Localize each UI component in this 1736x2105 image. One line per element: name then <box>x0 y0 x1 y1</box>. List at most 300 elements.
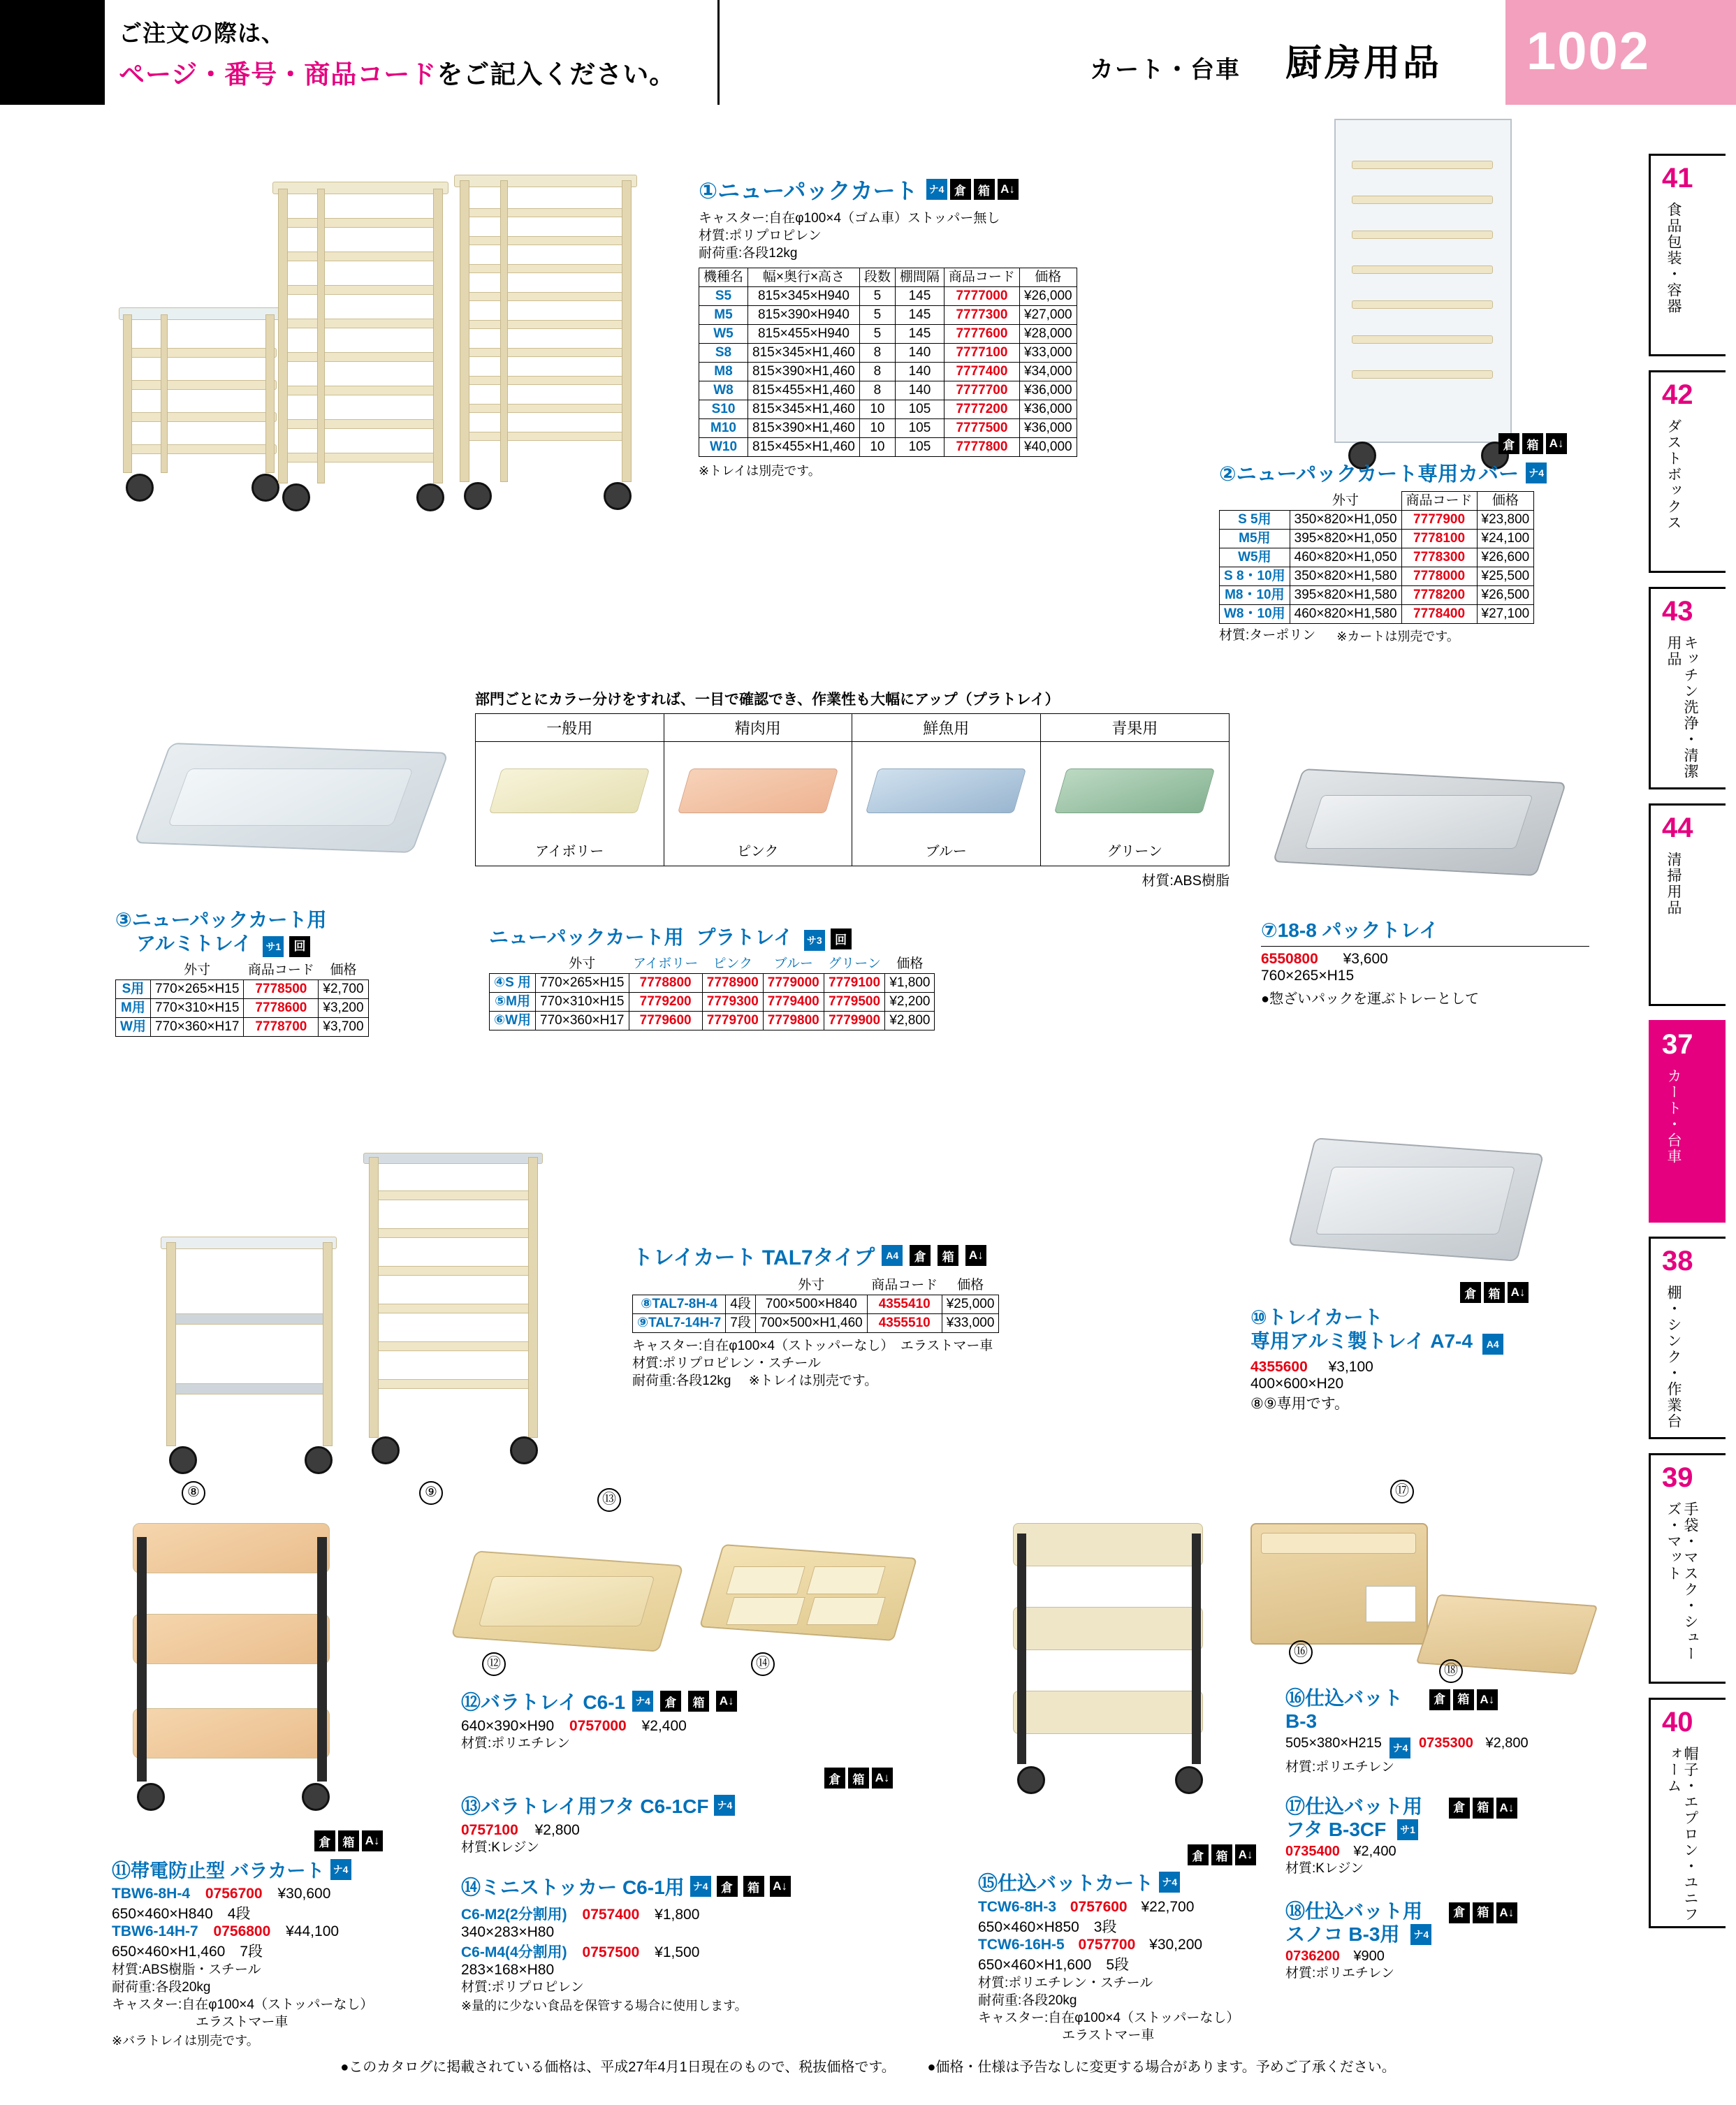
warehouse-icon: 倉 <box>910 1245 931 1266</box>
item7-code: 6550800 <box>1261 951 1318 967</box>
warehouse-icon: 倉 <box>824 1768 845 1789</box>
item89-spec1: キャスター:自在φ100×4（ストッパーなし） エラストマー車 <box>632 1339 993 1353</box>
item16-badges <box>1429 1689 1498 1710</box>
item10-price: ¥3,100 <box>1328 1359 1373 1375</box>
tray-color-panel <box>475 688 1230 889</box>
item14-material: 材質:ポリプロピレン <box>461 1980 584 1995</box>
item15-spec3: キャスター:自在φ100×4（ストッパーなし） <box>978 2011 1240 2025</box>
item15-illustration <box>999 1523 1250 1851</box>
item3-title-line2: アルミトレイ <box>136 933 252 954</box>
table-row: W5 815×455×H940 5 145 7777600 ¥28,000 <box>699 325 1077 344</box>
a4-icon: A4 <box>882 1245 903 1266</box>
sidebar-item-37-selected[interactable] <box>1649 1020 1726 1223</box>
item7-title <box>1261 915 1624 943</box>
item11-price-1: ¥30,600 <box>277 1886 331 1902</box>
tab-label: ダストボックス <box>1665 418 1682 531</box>
box-icon: 箱 <box>1211 1844 1232 1865</box>
item13-code: 0757100 <box>461 1822 518 1838</box>
item11-code-1: 0756700 <box>205 1886 263 1902</box>
th-size: 幅×奥行×高さ <box>748 268 860 287</box>
item12-code: 0757000 <box>569 1718 627 1734</box>
item12-block <box>461 1687 908 1752</box>
item3-number: ③ <box>115 909 132 931</box>
table-row: S 8・10用 350×820×H1,580 7778000 ¥25,500 <box>1220 567 1534 586</box>
tray-swatch-pink <box>677 769 838 813</box>
sidebar-item-44[interactable] <box>1649 803 1726 1006</box>
box-icon: 箱 <box>1473 1902 1494 1923</box>
tab-number: 37 <box>1662 1029 1693 1060</box>
item14-code-1: 0757400 <box>582 1907 640 1923</box>
item15-badges <box>1188 1844 1256 1865</box>
box-icon: 箱 <box>1484 1282 1505 1303</box>
table-header-row: 外寸 商品コード 価格 <box>1220 492 1534 511</box>
footer-right: ●価格・仕様は予告なしに変更する場合があります。予めご了承ください。 <box>927 2060 1396 2075</box>
sa1-icon: サ1 <box>263 936 284 957</box>
a-down-icon: A↓ <box>362 1830 383 1851</box>
na4-icon: ナ4 <box>926 179 947 200</box>
item11-price-2: ¥44,100 <box>286 1923 340 1939</box>
column-header-fish: 鮮魚用 <box>852 714 1040 742</box>
table-row: W8・10用 460×820×H1,580 7778400 ¥27,100 <box>1220 605 1534 624</box>
item3-title <box>115 908 479 957</box>
item1-illustration <box>105 161 706 552</box>
box-icon: 箱 <box>743 1876 764 1897</box>
warehouse-icon: 倉 <box>1460 1282 1481 1303</box>
item14-name-1: C6-M2(2分割用) <box>461 1907 567 1923</box>
tab-label: 棚・シンク・作業台 <box>1665 1285 1682 1429</box>
item17-block <box>1285 1796 1635 1877</box>
item17-figure-label: ⑰ <box>1390 1480 1414 1503</box>
table-row: W用 770×360×H17 7778700 ¥3,700 <box>116 1018 369 1037</box>
warehouse-icon: 倉 <box>1498 433 1519 454</box>
item16-title <box>1285 1687 1635 1733</box>
item11-footnote: ※バラトレイは別売です。 <box>112 2034 259 2048</box>
item10-block <box>1250 1282 1628 1413</box>
item11-spec4: エラストマー車 <box>196 2015 289 2030</box>
item13-title-text: バラトレイ用フタ C6-1CF <box>481 1796 709 1817</box>
order-note-line2 <box>119 53 676 91</box>
item15-model-1: TCW6-8H-3 <box>978 1899 1057 1915</box>
item18-title-line2: スノコ B-3用 <box>1285 1923 1400 1945</box>
item3-title-line1: ニューパックカート用 <box>131 909 327 931</box>
item18-block <box>1285 1900 1635 1982</box>
item16-size: 505×380×H215 <box>1285 1735 1382 1751</box>
item14-code-2: 0757500 <box>582 1944 640 1960</box>
warehouse-icon: 倉 <box>1449 1902 1470 1923</box>
item12-title-text: バラトレイ C6-1 <box>481 1691 626 1713</box>
item18-badges <box>1449 1902 1517 1923</box>
item14-size-1: 340×283×H80 <box>461 1924 555 1940</box>
item18-code: 0736200 <box>1285 1948 1340 1964</box>
item2-title-text: ニューパックカート専用カバー <box>1236 463 1519 486</box>
box-icon: 箱 <box>688 1691 709 1712</box>
box-icon: 箱 <box>974 179 995 200</box>
tab-number: 38 <box>1662 1246 1693 1276</box>
item11-number: ⑪ <box>112 1860 131 1881</box>
item11-size-2: 650×460×H1,460 7段 <box>112 1944 263 1960</box>
item13-figure-label: ⑬ <box>597 1488 621 1512</box>
a-down-icon: A↓ <box>770 1876 791 1897</box>
table-row: ⑨TAL7-14H-7 7段 700×500×H1,460 4355510 ¥33,000 <box>633 1314 999 1333</box>
item2-badges <box>1498 433 1567 454</box>
page-footer <box>0 2055 1736 2076</box>
warehouse-icon: 倉 <box>950 179 971 200</box>
sidebar-item-41[interactable] <box>1649 154 1726 356</box>
item14-size-2: 283×168×H80 <box>461 1962 555 1978</box>
table-row: S用 770×265×H15 7778500 ¥2,700 <box>116 980 369 999</box>
na4-icon: ナ4 <box>1526 462 1547 483</box>
item1-table <box>699 268 1077 457</box>
item15-spec1: 材質:ポリエチレン・スチール <box>978 1976 1153 1990</box>
item11-block <box>112 1830 503 2049</box>
table-row: M5 815×390×H940 5 145 7777300 ¥27,000 <box>699 306 1077 325</box>
item2-number: ② <box>1219 463 1237 486</box>
table-row: ⑤M用 770×310×H15 7779200 7779300 7779400 7779500 ¥2,200 <box>490 993 935 1012</box>
item15-number: ⑮ <box>978 1872 998 1894</box>
na4-icon: ナ4 <box>690 1876 711 1897</box>
item12-price: ¥2,400 <box>641 1718 687 1734</box>
na4-icon: ナ4 <box>632 1691 653 1712</box>
item13-price: ¥2,800 <box>534 1822 580 1838</box>
box-icon: 箱 <box>338 1830 359 1851</box>
sa1-icon: サ1 <box>1397 1819 1418 1840</box>
header-category: カート・台車 <box>1090 57 1241 83</box>
tab-label: 食品包装・容器 <box>1665 202 1682 314</box>
item1-title-text: ニューパックカート <box>717 178 918 203</box>
item10-note: ⑧⑨専用です。 <box>1250 1396 1349 1412</box>
item7-number: ⑦ <box>1261 919 1278 941</box>
table-row: M5用 395×820×H1,050 7778100 ¥24,100 <box>1220 530 1534 548</box>
item10-title-line2: 専用アルミ製トレイ A7-4 <box>1250 1330 1473 1352</box>
table-row: ⑧TAL7-8H-4 4段 700×500×H840 4355410 ¥25,000 <box>633 1295 999 1314</box>
item12-figure-label: ⑫ <box>482 1652 506 1676</box>
table-row: M8・10用 395×820×H1,580 7778200 ¥26,500 <box>1220 586 1534 605</box>
item15-title-text: 仕込バットカート <box>998 1872 1154 1894</box>
item1-title <box>699 173 918 205</box>
item17-code: 0735400 <box>1285 1843 1340 1859</box>
tray-swatch-ivory <box>489 769 650 813</box>
color-panel-heading: 部門ごとにカラー分けをすれば、一目で確認でき、作業性も大幅にアップ（プラトレイ） <box>475 692 1060 708</box>
column-header-produce: 青果用 <box>1041 714 1230 742</box>
table-row: S5 815×345×H940 5 145 7777000 ¥26,000 <box>699 287 1077 306</box>
item11-title-text: 帯電防止型 バラカート <box>131 1860 325 1881</box>
tab-label: 手袋・マスク・シューズ・マット <box>1665 1501 1698 1662</box>
item89-spec3-row <box>632 1372 1149 1390</box>
color-label-ivory: アイボリー <box>535 844 604 859</box>
sidebar-item-43[interactable] <box>1649 587 1726 789</box>
item15-price-1: ¥22,700 <box>1141 1899 1195 1915</box>
item18-title-line1: 仕込バット用 <box>1305 1900 1423 1922</box>
table-header-row: 外寸 アイボリー ピンク ブルー グリーン 価格 <box>490 955 935 974</box>
item14-price-2: ¥1,500 <box>655 1944 700 1960</box>
a-down-icon: A↓ <box>1496 1902 1517 1923</box>
a-down-icon: A↓ <box>1546 433 1567 454</box>
item9-figure-label: ⑨ <box>419 1481 443 1505</box>
recycle-icon: 回 <box>289 936 310 957</box>
column-header-meat: 精肉用 <box>664 714 852 742</box>
item89-block <box>632 1240 1149 1390</box>
item1-number: ① <box>699 178 718 203</box>
item10-title-line1: トレイカート <box>1267 1306 1383 1328</box>
table-row: W8 815×455×H1,460 8 140 7777700 ¥36,000 <box>699 381 1077 400</box>
na4-icon: ナ4 <box>330 1859 351 1880</box>
item3-block <box>115 908 479 1037</box>
item15-title <box>978 1868 1153 1896</box>
tray-swatch-green <box>1053 769 1214 813</box>
item14-title <box>461 1872 685 1900</box>
table-row: M用 770×310×H15 7778600 ¥3,200 <box>116 999 369 1018</box>
column-header-general: 一般用 <box>476 714 664 742</box>
a4-icon: A4 <box>1482 1334 1503 1355</box>
tray-swatch-blue <box>866 769 1026 813</box>
item7-block <box>1261 915 1624 1007</box>
box-icon: 箱 <box>1453 1689 1474 1710</box>
item89-footnote: ※トレイは別売です。 <box>748 1374 878 1388</box>
item10-illustration <box>1271 1118 1572 1279</box>
item16-title-line1: 仕込バット <box>1305 1687 1403 1709</box>
item11-model-2: TBW6-14H-7 <box>112 1923 198 1939</box>
item10-badges <box>1460 1282 1529 1303</box>
item10-size: 400×600×H20 <box>1250 1376 1344 1392</box>
item7-size: 760×265×H15 <box>1261 968 1355 984</box>
warehouse-icon: 倉 <box>1188 1844 1209 1865</box>
tab-number: 42 <box>1662 379 1693 410</box>
table-row: W5用 460×820×H1,050 7778300 ¥26,600 <box>1220 548 1534 567</box>
item16-code: 0735300 <box>1419 1735 1473 1751</box>
table-header-row: 外寸 商品コード 価格 <box>633 1276 999 1295</box>
color-panel-material: 材質:ABS樹脂 <box>1141 873 1230 889</box>
item17-badges <box>1449 1798 1517 1819</box>
item14-illustration <box>699 1530 929 1663</box>
tab-number: 44 <box>1662 813 1693 843</box>
item14-name-2: C6-M4(4分割用) <box>461 1944 567 1960</box>
item11-badges <box>314 1830 383 1851</box>
tab-label: キッチン洗浄・清潔用品 <box>1665 635 1698 780</box>
item3-table <box>115 961 369 1037</box>
box-icon: 箱 <box>938 1245 958 1266</box>
item14-figure-label: ⑭ <box>751 1652 775 1676</box>
item18-title <box>1285 1900 1635 1946</box>
table-row: S 5用 350×820×H1,050 7777900 ¥23,800 <box>1220 511 1534 530</box>
item15-size-1: 650×460×H850 3段 <box>978 1919 1117 1935</box>
order-note-emphasis: ページ・番号・商品コード <box>119 60 437 89</box>
item1-footnote: ※トレイは別売です。 <box>699 464 821 478</box>
tab-number: 39 <box>1662 1462 1693 1493</box>
a-down-icon: A↓ <box>716 1691 737 1712</box>
sidebar-item-38[interactable] <box>1649 1237 1726 1439</box>
th-tiers: 段数 <box>859 268 895 287</box>
item8-figure-label: ⑧ <box>182 1481 205 1505</box>
item7-note: ●惣ざいパックを運ぶトレーとして <box>1261 991 1480 1007</box>
th-model: 機種名 <box>699 268 748 287</box>
item89-illustration <box>140 1139 629 1502</box>
item15-price-2: ¥30,200 <box>1149 1937 1203 1953</box>
color-label-green: グリーン <box>1107 844 1163 859</box>
a-down-icon: A↓ <box>1477 1689 1498 1710</box>
item11-model-1: TBW6-8H-4 <box>112 1886 191 1902</box>
sidebar-item-39[interactable] <box>1649 1453 1726 1684</box>
item10-number: ⑩ <box>1250 1306 1267 1328</box>
item17-number: ⑰ <box>1285 1796 1306 1817</box>
item15-spec2: 耐荷重:各段20kg <box>978 1993 1077 2008</box>
item16-number: ⑯ <box>1285 1687 1306 1709</box>
item14-number: ⑭ <box>461 1877 481 1898</box>
tab-label: 帽子・エプロン・ユニフォーム <box>1665 1746 1698 1923</box>
table-row: W10 815×455×H1,460 10 105 7777800 ¥40,000 <box>699 438 1077 457</box>
item2-title <box>1219 458 1519 487</box>
item15-model-2: TCW6-16H-5 <box>978 1937 1065 1953</box>
item11-spec3: キャスター:自在φ100×4（ストッパーなし） <box>112 1997 374 2012</box>
table-row: ④S 用 770×265×H15 7778800 7778900 7779000 7779100 ¥1,800 <box>490 974 935 993</box>
table-header-row: 外寸 商品コード 価格 <box>116 961 369 980</box>
a-down-icon: A↓ <box>965 1245 986 1266</box>
na4-icon: ナ4 <box>1389 1738 1410 1758</box>
item7-illustration <box>1264 755 1579 894</box>
tab-label: カート・台車 <box>1665 1068 1682 1165</box>
item89-title: トレイカート TAL7タイプ <box>632 1246 875 1269</box>
item13-block <box>461 1768 922 1856</box>
item18-figure-label: ⑱ <box>1439 1659 1463 1683</box>
item17-price: ¥2,400 <box>1353 1843 1396 1859</box>
item1-spec2: 材質:ポリプロピレン <box>699 228 822 243</box>
header-black-bar <box>0 0 105 105</box>
item16-figure-label: ⑯ <box>1289 1640 1313 1664</box>
a-down-icon: A↓ <box>998 179 1019 200</box>
box-icon: 箱 <box>848 1768 869 1789</box>
na4-icon: ナ4 <box>1410 1924 1431 1945</box>
item16-block <box>1285 1687 1635 1776</box>
item12-material: 材質:ポリエチレン <box>461 1736 571 1751</box>
item1-block <box>699 173 1202 479</box>
index-rail <box>1628 140 1736 2012</box>
item16-material: 材質:ポリエチレン <box>1285 1759 1395 1775</box>
item13-number: ⑬ <box>461 1796 481 1817</box>
item15-spec4: エラストマー車 <box>1062 2028 1155 2043</box>
footer-left: ●このカタログに掲載されている価格は、平成27年4月1日現在のもので、税抜価格です。 <box>340 2060 896 2075</box>
item15-code-1: 0757600 <box>1070 1899 1128 1915</box>
na4-icon: ナ4 <box>714 1795 735 1816</box>
item11-size-1: 650×460×H840 4段 <box>112 1906 251 1922</box>
na4-icon: ナ4 <box>1159 1872 1180 1893</box>
item11-spec1: 材質:ABS樹脂・スチール <box>112 1962 261 1977</box>
item2-block <box>1219 433 1624 645</box>
item2-material: 材質:ターポリン <box>1219 628 1316 643</box>
item89-spec3: 耐荷重:各段12kg <box>632 1374 731 1388</box>
item10-title <box>1250 1306 1628 1355</box>
item12-number: ⑫ <box>461 1691 481 1713</box>
item14-price-1: ¥1,800 <box>655 1907 700 1923</box>
tab-number: 40 <box>1662 1707 1693 1738</box>
item16-price: ¥2,800 <box>1485 1735 1529 1751</box>
item456-title-line1: ニューパックカート用 <box>489 926 684 948</box>
page-header <box>0 0 1736 105</box>
item1-spec1: キャスター:自在φ100×4（ゴム車）ストッパー無し <box>699 211 1000 226</box>
table-row: ⑥W用 770×360×H17 7779600 7779700 7779800 7779900 ¥2,800 <box>490 1012 935 1030</box>
item12-title <box>461 1687 625 1715</box>
th-price: 価格 <box>1019 268 1077 287</box>
item89-table <box>632 1276 999 1333</box>
item89-spec2: 材質:ポリプロピレン・スチール <box>632 1356 822 1371</box>
item10-code: 4355600 <box>1250 1359 1308 1375</box>
table-row: M10 815×390×H1,460 10 105 7777500 ¥36,000 <box>699 419 1077 438</box>
item11-title <box>112 1856 325 1883</box>
table-header-row <box>699 268 1077 287</box>
item7-title-text: 18-8 パックトレイ <box>1277 919 1439 941</box>
header-genre: 厨房用品 <box>1285 43 1443 84</box>
item3-illustration <box>122 734 458 873</box>
recycle-icon: 回 <box>831 928 852 949</box>
a-down-icon: A↓ <box>1508 1282 1529 1303</box>
item14-block <box>461 1872 936 2014</box>
page-number: 1002 <box>1526 22 1651 81</box>
item456-title <box>489 922 1202 951</box>
item456-title-line2: プラトレイ <box>696 926 793 948</box>
item12-size: 640×390×H90 <box>461 1718 555 1734</box>
sa3-icon: サ3 <box>804 930 825 951</box>
item11-spec2: 耐荷重:各段20kg <box>112 1980 211 1995</box>
th-code: 商品コード <box>944 268 1019 287</box>
a-down-icon: A↓ <box>872 1768 893 1789</box>
item16-title-line2: B-3 <box>1285 1710 1318 1732</box>
item13-title <box>461 1791 708 1819</box>
color-label-blue: ブルー <box>925 844 967 859</box>
item18-material: 材質:ポリエチレン <box>1285 1965 1395 1981</box>
item17-title-line2: フタ B-3CF <box>1285 1818 1387 1840</box>
table-row: S8 815×345×H1,460 8 140 7777100 ¥33,000 <box>699 344 1077 363</box>
item11-illustration <box>119 1523 370 1851</box>
sidebar-item-40[interactable] <box>1649 1698 1726 1928</box>
tab-number: 41 <box>1662 163 1693 194</box>
item1-spec3: 耐荷重:各段12kg <box>699 246 798 261</box>
item456-table <box>489 955 935 1030</box>
order-note-line1: ご注文の際は、 <box>119 20 285 46</box>
tab-label: 清掃用品 <box>1665 852 1682 916</box>
item18-number: ⑱ <box>1285 1900 1306 1922</box>
th-pitch: 棚間隔 <box>895 268 944 287</box>
warehouse-icon: 倉 <box>314 1830 335 1851</box>
item15-code-2: 0757700 <box>1078 1937 1136 1953</box>
item12-illustration <box>447 1537 699 1670</box>
table-row: M8 815×390×H1,460 8 140 7777400 ¥34,000 <box>699 363 1077 381</box>
box-icon: 箱 <box>1473 1798 1494 1819</box>
warehouse-icon: 倉 <box>660 1691 681 1712</box>
item1-badges <box>926 179 1019 200</box>
item18-price: ¥900 <box>1353 1948 1385 1964</box>
item13-badges <box>824 1768 893 1789</box>
item15-size-2: 650×460×H1,600 5段 <box>978 1957 1129 1973</box>
box-icon: 箱 <box>1522 433 1543 454</box>
item11-code-2: 0756800 <box>213 1923 271 1939</box>
item14-title-text: ミニストッカー C6-1用 <box>481 1877 685 1898</box>
item17-material: 材質:Kレジン <box>1285 1860 1364 1876</box>
sidebar-item-42[interactable] <box>1649 370 1726 573</box>
item2-footnote: ※カートは別売です。 <box>1336 629 1459 643</box>
order-note-rest: をご記入ください。 <box>437 60 676 89</box>
warehouse-icon: 倉 <box>1429 1689 1450 1710</box>
warehouse-icon: 倉 <box>1449 1798 1470 1819</box>
table-row: S10 815×345×H1,460 10 105 7777200 ¥36,000 <box>699 400 1077 419</box>
warehouse-icon: 倉 <box>717 1876 738 1897</box>
color-label-pink: ピンク <box>736 844 779 859</box>
item14-footnote: ※量的に少ない食品を保管する場合に使用します。 <box>461 1999 747 2013</box>
item456-block <box>489 922 1202 1030</box>
a-down-icon: A↓ <box>1235 1844 1256 1865</box>
item17-title <box>1285 1796 1635 1841</box>
item17-title-line1: 仕込バット用 <box>1305 1796 1423 1817</box>
tab-number: 43 <box>1662 596 1693 627</box>
a-down-icon: A↓ <box>1496 1798 1517 1819</box>
item7-price: ¥3,600 <box>1343 951 1388 967</box>
